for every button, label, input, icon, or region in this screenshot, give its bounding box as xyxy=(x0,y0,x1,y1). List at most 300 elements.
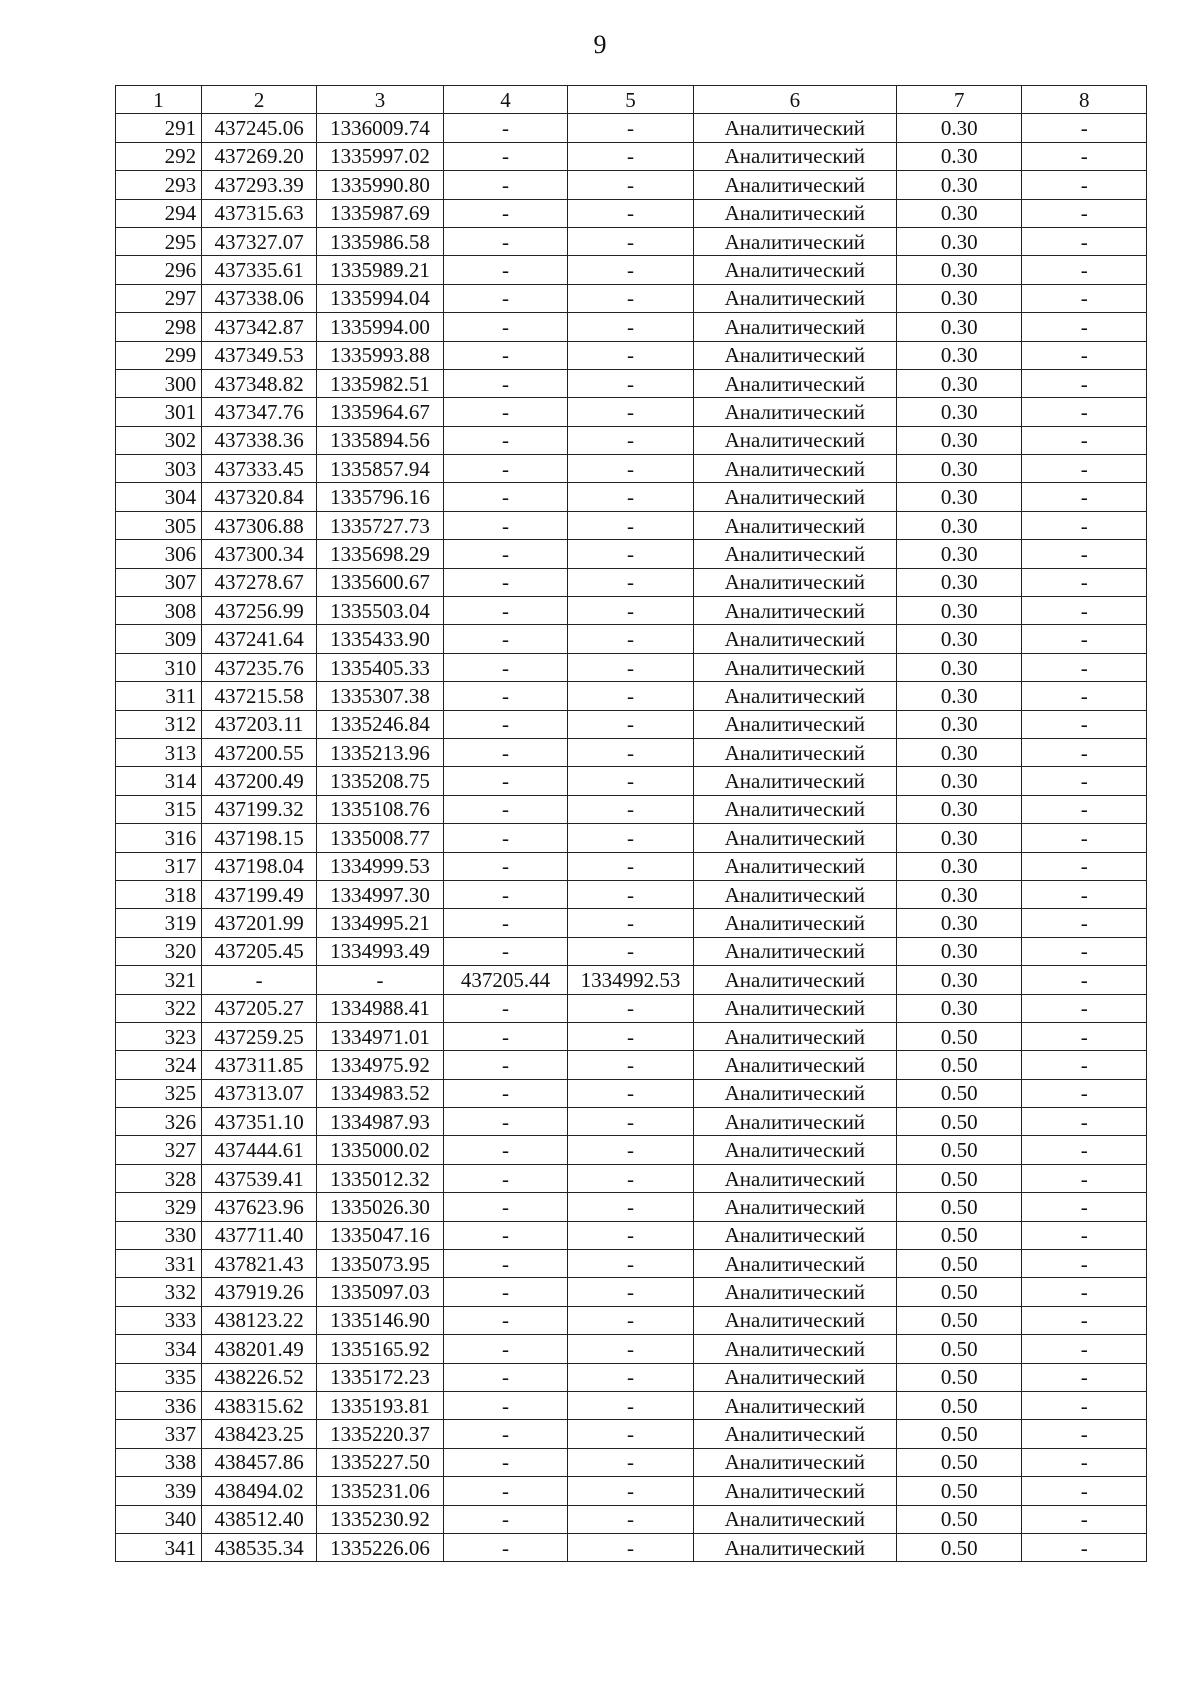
table-row xyxy=(116,653,1147,681)
method-cell: Аналитический xyxy=(693,1164,896,1192)
x-coordinate-cell: 437315.63 xyxy=(202,199,317,227)
table-row xyxy=(116,880,1147,908)
x-new-coordinate-cell: - xyxy=(443,937,567,965)
x-coordinate-cell: 437259.25 xyxy=(202,1022,317,1050)
note-cell: - xyxy=(1022,369,1147,397)
table-row xyxy=(116,455,1147,483)
x-coordinate-cell: 437313.07 xyxy=(202,1079,317,1107)
y-coordinate-cell: 1335226.06 xyxy=(317,1533,444,1561)
table-row xyxy=(116,568,1147,596)
table-row xyxy=(116,852,1147,880)
table-row xyxy=(116,1079,1147,1107)
note-cell: - xyxy=(1022,483,1147,511)
point-number-cell: 311 xyxy=(116,682,202,710)
note-cell: - xyxy=(1022,1391,1147,1419)
accuracy-cell: 0.50 xyxy=(896,1533,1022,1561)
y-new-coordinate-cell: - xyxy=(568,767,694,795)
x-new-coordinate-cell: - xyxy=(443,909,567,937)
note-cell: - xyxy=(1022,341,1147,369)
accuracy-cell: 0.30 xyxy=(896,171,1022,199)
method-cell: Аналитический xyxy=(693,1477,896,1505)
note-cell: - xyxy=(1022,568,1147,596)
table-row xyxy=(116,398,1147,426)
y-coordinate-cell: 1335997.02 xyxy=(317,142,444,170)
method-cell: Аналитический xyxy=(693,114,896,142)
y-coordinate-cell: 1335213.96 xyxy=(317,738,444,766)
x-new-coordinate-cell: - xyxy=(443,597,567,625)
x-new-coordinate-cell: - xyxy=(443,710,567,738)
x-new-coordinate-cell: - xyxy=(443,1108,567,1136)
accuracy-cell: 0.50 xyxy=(896,1477,1022,1505)
y-coordinate-cell: 1335990.80 xyxy=(317,171,444,199)
x-new-coordinate-cell: - xyxy=(443,1164,567,1192)
x-coordinate-cell: 437241.64 xyxy=(202,625,317,653)
y-coordinate-cell: 1335097.03 xyxy=(317,1278,444,1306)
point-number-cell: 305 xyxy=(116,511,202,539)
method-cell: Аналитический xyxy=(693,142,896,170)
point-number-cell: 327 xyxy=(116,1136,202,1164)
y-new-coordinate-cell: - xyxy=(568,1420,694,1448)
y-coordinate-cell: 1334988.41 xyxy=(317,994,444,1022)
table-row xyxy=(116,483,1147,511)
y-new-coordinate-cell: - xyxy=(568,994,694,1022)
point-number-cell: 292 xyxy=(116,142,202,170)
accuracy-cell: 0.30 xyxy=(896,568,1022,596)
y-new-coordinate-cell: - xyxy=(568,1193,694,1221)
y-coordinate-cell: 1334997.30 xyxy=(317,880,444,908)
accuracy-cell: 0.50 xyxy=(896,1363,1022,1391)
x-coordinate-cell: 437200.49 xyxy=(202,767,317,795)
y-new-coordinate-cell: - xyxy=(568,142,694,170)
table-row xyxy=(116,1221,1147,1249)
accuracy-cell: 0.50 xyxy=(896,1250,1022,1278)
method-cell: Аналитический xyxy=(693,199,896,227)
accuracy-cell: 0.30 xyxy=(896,199,1022,227)
method-cell: Аналитический xyxy=(693,1391,896,1419)
method-cell: Аналитический xyxy=(693,880,896,908)
y-new-coordinate-cell: - xyxy=(568,1164,694,1192)
table-row xyxy=(116,1108,1147,1136)
x-new-coordinate-cell: - xyxy=(443,1533,567,1561)
y-coordinate-cell: 1334975.92 xyxy=(317,1051,444,1079)
method-cell: Аналитический xyxy=(693,1533,896,1561)
point-number-cell: 296 xyxy=(116,256,202,284)
accuracy-cell: 0.30 xyxy=(896,795,1022,823)
accuracy-cell: 0.30 xyxy=(896,284,1022,312)
x-coordinate-cell: 437205.45 xyxy=(202,937,317,965)
x-coordinate-cell: 438535.34 xyxy=(202,1533,317,1561)
x-coordinate-cell: 437338.06 xyxy=(202,284,317,312)
point-number-cell: 301 xyxy=(116,398,202,426)
note-cell: - xyxy=(1022,937,1147,965)
method-cell: Аналитический xyxy=(693,653,896,681)
x-coordinate-cell: 437199.32 xyxy=(202,795,317,823)
table-row xyxy=(116,1420,1147,1448)
note-cell: - xyxy=(1022,909,1147,937)
table-row xyxy=(116,824,1147,852)
accuracy-cell: 0.50 xyxy=(896,1136,1022,1164)
point-number-cell: 317 xyxy=(116,852,202,880)
y-new-coordinate-cell: - xyxy=(568,1278,694,1306)
y-new-coordinate-cell: - xyxy=(568,483,694,511)
x-new-coordinate-cell: - xyxy=(443,171,567,199)
x-new-coordinate-cell: - xyxy=(443,1051,567,1079)
accuracy-cell: 0.50 xyxy=(896,1420,1022,1448)
y-new-coordinate-cell: - xyxy=(568,1108,694,1136)
method-cell: Аналитический xyxy=(693,824,896,852)
x-coordinate-cell: 437711.40 xyxy=(202,1221,317,1249)
accuracy-cell: 0.30 xyxy=(896,625,1022,653)
y-new-coordinate-cell: - xyxy=(568,1363,694,1391)
note-cell: - xyxy=(1022,824,1147,852)
accuracy-cell: 0.30 xyxy=(896,398,1022,426)
y-new-coordinate-cell: - xyxy=(568,597,694,625)
accuracy-cell: 0.30 xyxy=(896,540,1022,568)
column-header: 3 xyxy=(317,86,444,114)
table-row xyxy=(116,199,1147,227)
y-new-coordinate-cell: - xyxy=(568,653,694,681)
point-number-cell: 331 xyxy=(116,1250,202,1278)
method-cell: Аналитический xyxy=(693,1221,896,1249)
x-coordinate-cell: 437201.99 xyxy=(202,909,317,937)
x-coordinate-cell: 437327.07 xyxy=(202,227,317,255)
y-new-coordinate-cell: - xyxy=(568,1533,694,1561)
point-number-cell: 328 xyxy=(116,1164,202,1192)
method-cell: Аналитический xyxy=(693,1136,896,1164)
x-new-coordinate-cell: - xyxy=(443,398,567,426)
y-new-coordinate-cell: - xyxy=(568,1505,694,1533)
x-coordinate-cell: 437256.99 xyxy=(202,597,317,625)
accuracy-cell: 0.50 xyxy=(896,1278,1022,1306)
y-coordinate-cell: 1335989.21 xyxy=(317,256,444,284)
method-cell: Аналитический xyxy=(693,284,896,312)
point-number-cell: 309 xyxy=(116,625,202,653)
y-coordinate-cell: 1335172.23 xyxy=(317,1363,444,1391)
note-cell: - xyxy=(1022,738,1147,766)
y-new-coordinate-cell: - xyxy=(568,426,694,454)
x-coordinate-cell: 437348.82 xyxy=(202,369,317,397)
method-cell: Аналитический xyxy=(693,455,896,483)
x-coordinate-cell: 437235.76 xyxy=(202,653,317,681)
x-new-coordinate-cell: - xyxy=(443,313,567,341)
point-number-cell: 324 xyxy=(116,1051,202,1079)
note-cell: - xyxy=(1022,1250,1147,1278)
y-coordinate-cell: 1334995.21 xyxy=(317,909,444,937)
table-row xyxy=(116,171,1147,199)
y-coordinate-cell: 1335503.04 xyxy=(317,597,444,625)
column-header: 7 xyxy=(896,86,1022,114)
y-new-coordinate-cell: - xyxy=(568,682,694,710)
table-row xyxy=(116,1136,1147,1164)
x-new-coordinate-cell: - xyxy=(443,994,567,1022)
table-row xyxy=(116,511,1147,539)
accuracy-cell: 0.30 xyxy=(896,710,1022,738)
x-new-coordinate-cell: - xyxy=(443,1448,567,1476)
x-coordinate-cell: 438512.40 xyxy=(202,1505,317,1533)
y-new-coordinate-cell: - xyxy=(568,455,694,483)
accuracy-cell: 0.30 xyxy=(896,852,1022,880)
y-new-coordinate-cell: - xyxy=(568,540,694,568)
method-cell: Аналитический xyxy=(693,1193,896,1221)
y-coordinate-cell: 1335208.75 xyxy=(317,767,444,795)
y-new-coordinate-cell: 1334992.53 xyxy=(568,966,694,994)
x-new-coordinate-cell: - xyxy=(443,880,567,908)
y-new-coordinate-cell: - xyxy=(568,1391,694,1419)
table-row xyxy=(116,1051,1147,1079)
method-cell: Аналитический xyxy=(693,1250,896,1278)
point-number-cell: 325 xyxy=(116,1079,202,1107)
x-new-coordinate-cell: - xyxy=(443,852,567,880)
x-new-coordinate-cell: - xyxy=(443,369,567,397)
y-coordinate-cell: 1335108.76 xyxy=(317,795,444,823)
x-new-coordinate-cell: - xyxy=(443,1221,567,1249)
x-coordinate-cell: 437199.49 xyxy=(202,880,317,908)
method-cell: Аналитический xyxy=(693,1448,896,1476)
method-cell: Аналитический xyxy=(693,625,896,653)
point-number-cell: 319 xyxy=(116,909,202,937)
note-cell: - xyxy=(1022,313,1147,341)
method-cell: Аналитический xyxy=(693,540,896,568)
note-cell: - xyxy=(1022,1420,1147,1448)
method-cell: Аналитический xyxy=(693,767,896,795)
method-cell: Аналитический xyxy=(693,1051,896,1079)
x-coordinate-cell: 437205.27 xyxy=(202,994,317,1022)
point-number-cell: 313 xyxy=(116,738,202,766)
x-new-coordinate-cell: - xyxy=(443,455,567,483)
accuracy-cell: 0.30 xyxy=(896,369,1022,397)
method-cell: Аналитический xyxy=(693,1278,896,1306)
x-coordinate-cell: 438423.25 xyxy=(202,1420,317,1448)
point-number-cell: 314 xyxy=(116,767,202,795)
y-coordinate-cell: 1335994.00 xyxy=(317,313,444,341)
point-number-cell: 338 xyxy=(116,1448,202,1476)
note-cell: - xyxy=(1022,1306,1147,1334)
method-cell: Аналитический xyxy=(693,398,896,426)
note-cell: - xyxy=(1022,1363,1147,1391)
note-cell: - xyxy=(1022,171,1147,199)
x-new-coordinate-cell: - xyxy=(443,824,567,852)
point-number-cell: 316 xyxy=(116,824,202,852)
x-new-coordinate-cell: - xyxy=(443,341,567,369)
table-body xyxy=(116,114,1147,1562)
table-row xyxy=(116,227,1147,255)
y-coordinate-cell: 1335994.04 xyxy=(317,284,444,312)
method-cell: Аналитический xyxy=(693,256,896,284)
y-coordinate-cell: 1334983.52 xyxy=(317,1079,444,1107)
accuracy-cell: 0.30 xyxy=(896,682,1022,710)
point-number-cell: 335 xyxy=(116,1363,202,1391)
table-row xyxy=(116,1391,1147,1419)
accuracy-cell: 0.30 xyxy=(896,880,1022,908)
method-cell: Аналитический xyxy=(693,909,896,937)
method-cell: Аналитический xyxy=(693,313,896,341)
point-number-cell: 291 xyxy=(116,114,202,142)
y-new-coordinate-cell: - xyxy=(568,824,694,852)
point-number-cell: 307 xyxy=(116,568,202,596)
method-cell: Аналитический xyxy=(693,966,896,994)
x-new-coordinate-cell: - xyxy=(443,625,567,653)
table-row xyxy=(116,1278,1147,1306)
x-new-coordinate-cell: - xyxy=(443,1079,567,1107)
point-number-cell: 326 xyxy=(116,1108,202,1136)
method-cell: Аналитический xyxy=(693,1108,896,1136)
y-new-coordinate-cell: - xyxy=(568,795,694,823)
method-cell: Аналитический xyxy=(693,426,896,454)
method-cell: Аналитический xyxy=(693,1022,896,1050)
method-cell: Аналитический xyxy=(693,511,896,539)
x-coordinate-cell: 437821.43 xyxy=(202,1250,317,1278)
y-new-coordinate-cell: - xyxy=(568,1022,694,1050)
point-number-cell: 306 xyxy=(116,540,202,568)
note-cell: - xyxy=(1022,1193,1147,1221)
y-new-coordinate-cell: - xyxy=(568,710,694,738)
point-number-cell: 315 xyxy=(116,795,202,823)
x-coordinate-cell: 437198.04 xyxy=(202,852,317,880)
x-coordinate-cell: 437293.39 xyxy=(202,171,317,199)
accuracy-cell: 0.30 xyxy=(896,966,1022,994)
x-new-coordinate-cell: - xyxy=(443,227,567,255)
y-coordinate-cell: 1335146.90 xyxy=(317,1306,444,1334)
note-cell: - xyxy=(1022,994,1147,1022)
note-cell: - xyxy=(1022,710,1147,738)
y-new-coordinate-cell: - xyxy=(568,284,694,312)
accuracy-cell: 0.50 xyxy=(896,1051,1022,1079)
note-cell: - xyxy=(1022,1022,1147,1050)
table-row xyxy=(116,994,1147,1022)
table-row xyxy=(116,1448,1147,1476)
x-new-coordinate-cell: - xyxy=(443,540,567,568)
y-coordinate-cell: - xyxy=(317,966,444,994)
y-coordinate-cell: 1335964.67 xyxy=(317,398,444,426)
accuracy-cell: 0.50 xyxy=(896,1306,1022,1334)
table-row xyxy=(116,710,1147,738)
point-number-cell: 310 xyxy=(116,653,202,681)
table-row xyxy=(116,909,1147,937)
y-coordinate-cell: 1335894.56 xyxy=(317,426,444,454)
table-row xyxy=(116,426,1147,454)
accuracy-cell: 0.30 xyxy=(896,937,1022,965)
x-coordinate-cell: 437215.58 xyxy=(202,682,317,710)
method-cell: Аналитический xyxy=(693,1420,896,1448)
y-new-coordinate-cell: - xyxy=(568,313,694,341)
method-cell: Аналитический xyxy=(693,937,896,965)
method-cell: Аналитический xyxy=(693,227,896,255)
note-cell: - xyxy=(1022,227,1147,255)
x-coordinate-cell: 437349.53 xyxy=(202,341,317,369)
accuracy-cell: 0.30 xyxy=(896,511,1022,539)
y-new-coordinate-cell: - xyxy=(568,937,694,965)
y-coordinate-cell: 1335307.38 xyxy=(317,682,444,710)
y-new-coordinate-cell: - xyxy=(568,1221,694,1249)
accuracy-cell: 0.30 xyxy=(896,455,1022,483)
y-new-coordinate-cell: - xyxy=(568,1250,694,1278)
accuracy-cell: 0.50 xyxy=(896,1335,1022,1363)
x-coordinate-cell: 437200.55 xyxy=(202,738,317,766)
point-number-cell: 330 xyxy=(116,1221,202,1249)
table-row xyxy=(116,682,1147,710)
y-coordinate-cell: 1335857.94 xyxy=(317,455,444,483)
y-coordinate-cell: 1335986.58 xyxy=(317,227,444,255)
table-row xyxy=(116,256,1147,284)
method-cell: Аналитический xyxy=(693,1505,896,1533)
x-new-coordinate-cell: - xyxy=(443,1477,567,1505)
note-cell: - xyxy=(1022,256,1147,284)
note-cell: - xyxy=(1022,966,1147,994)
point-number-cell: 321 xyxy=(116,966,202,994)
x-coordinate-cell: 437539.41 xyxy=(202,1164,317,1192)
x-new-coordinate-cell: 437205.44 xyxy=(443,966,567,994)
point-number-cell: 304 xyxy=(116,483,202,511)
table-row xyxy=(116,1363,1147,1391)
method-cell: Аналитический xyxy=(693,1079,896,1107)
y-coordinate-cell: 1335727.73 xyxy=(317,511,444,539)
method-cell: Аналитический xyxy=(693,994,896,1022)
note-cell: - xyxy=(1022,795,1147,823)
y-new-coordinate-cell: - xyxy=(568,1051,694,1079)
y-new-coordinate-cell: - xyxy=(568,199,694,227)
method-cell: Аналитический xyxy=(693,795,896,823)
y-coordinate-cell: 1335008.77 xyxy=(317,824,444,852)
x-coordinate-cell: 437278.67 xyxy=(202,568,317,596)
x-new-coordinate-cell: - xyxy=(443,1420,567,1448)
table-row xyxy=(116,1193,1147,1221)
x-coordinate-cell: 437623.96 xyxy=(202,1193,317,1221)
y-new-coordinate-cell: - xyxy=(568,738,694,766)
method-cell: Аналитический xyxy=(693,682,896,710)
method-cell: Аналитический xyxy=(693,1335,896,1363)
table-row xyxy=(116,767,1147,795)
y-coordinate-cell: 1335220.37 xyxy=(317,1420,444,1448)
x-new-coordinate-cell: - xyxy=(443,653,567,681)
y-coordinate-cell: 1335026.30 xyxy=(317,1193,444,1221)
accuracy-cell: 0.30 xyxy=(896,824,1022,852)
column-header: 8 xyxy=(1022,86,1147,114)
point-number-cell: 320 xyxy=(116,937,202,965)
y-coordinate-cell: 1335993.88 xyxy=(317,341,444,369)
note-cell: - xyxy=(1022,142,1147,170)
table-row xyxy=(116,369,1147,397)
y-new-coordinate-cell: - xyxy=(568,341,694,369)
point-number-cell: 312 xyxy=(116,710,202,738)
note-cell: - xyxy=(1022,1164,1147,1192)
x-new-coordinate-cell: - xyxy=(443,142,567,170)
x-coordinate-cell: 437444.61 xyxy=(202,1136,317,1164)
accuracy-cell: 0.50 xyxy=(896,1164,1022,1192)
y-new-coordinate-cell: - xyxy=(568,114,694,142)
y-new-coordinate-cell: - xyxy=(568,1335,694,1363)
method-cell: Аналитический xyxy=(693,852,896,880)
accuracy-cell: 0.30 xyxy=(896,256,1022,284)
y-new-coordinate-cell: - xyxy=(568,369,694,397)
note-cell: - xyxy=(1022,398,1147,426)
accuracy-cell: 0.30 xyxy=(896,738,1022,766)
note-cell: - xyxy=(1022,1505,1147,1533)
table-row xyxy=(116,795,1147,823)
table-row xyxy=(116,1335,1147,1363)
x-coordinate-cell: 437919.26 xyxy=(202,1278,317,1306)
coordinates-table xyxy=(115,85,1147,1562)
method-cell: Аналитический xyxy=(693,710,896,738)
note-cell: - xyxy=(1022,1335,1147,1363)
point-number-cell: 339 xyxy=(116,1477,202,1505)
x-coordinate-cell: 437351.10 xyxy=(202,1108,317,1136)
y-coordinate-cell: 1335227.50 xyxy=(317,1448,444,1476)
y-new-coordinate-cell: - xyxy=(568,568,694,596)
y-new-coordinate-cell: - xyxy=(568,256,694,284)
table-row xyxy=(116,1306,1147,1334)
point-number-cell: 294 xyxy=(116,199,202,227)
note-cell: - xyxy=(1022,767,1147,795)
